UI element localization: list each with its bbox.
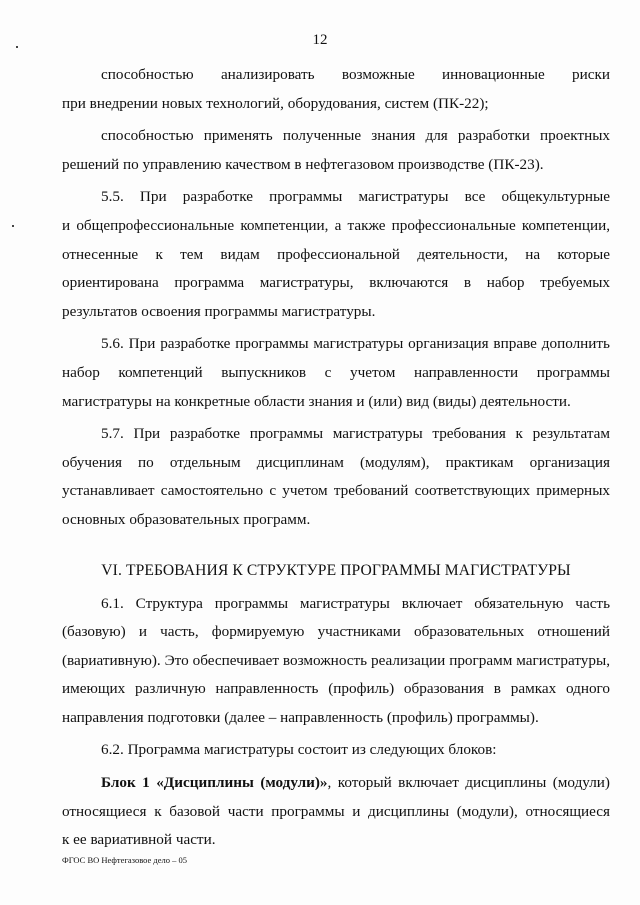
block1-line: относящиеся к базовой части программы и дисциплины (модули), относящиеся [62, 802, 610, 820]
block1-paragraph [62, 769, 610, 855]
text-line: 6.2. Программа магистратуры состоит из следующих блоков: [101, 741, 497, 759]
section-title: VI. ТРЕБОВАНИЯ К СТРУКТУРЕ ПРОГРАММЫ МАГИСТРАТУРЫ [101, 561, 571, 579]
text-line: решений по управлению качеством в нефтегазовом производстве (ПК-23). [62, 155, 544, 173]
text-line: имеющих различную направленность (профиль) образования в рамках одного [62, 680, 610, 698]
text-line: 6.1. Структура программы магистратуры включает обязательную часть [101, 594, 610, 612]
block1-line: к ее вариативной части. [62, 831, 216, 849]
text-line: направления подготовки (далее – направленность (профиль) программы). [62, 708, 539, 726]
text-line: при внедрении новых технологий, оборудования, систем (ПК-22); [62, 94, 489, 112]
competency-paragraphs [62, 61, 610, 535]
text-line: 5.6. При разработке программы магистратуры организация вправе дополнить [101, 335, 610, 353]
scan-mark [12, 225, 14, 227]
text-line: отнесенные к тем видам профессиональной деятельности, на которые [62, 245, 610, 263]
footer-text: ФГОС ВО Нефтегазовое дело – 05 [62, 855, 188, 865]
page-number: 12 [312, 32, 328, 48]
text-line: результатов освоения программы магистратуры. [62, 302, 376, 320]
paragraph [62, 590, 610, 733]
text-line: 5.5. При разработке программы магистратуры все общекультурные [101, 188, 610, 206]
block1-title: Блок 1 «Дисциплины (модули)» [101, 774, 328, 792]
paragraph [62, 122, 610, 179]
text-line: способностью анализировать возможные инновационные риски [101, 66, 610, 83]
document-body [62, 61, 610, 859]
text-line: набор компетенций выпускников с учетом направленности программы [62, 363, 610, 381]
text-line: устанавливает самостоятельно с учетом требований соответствующих примерных [62, 482, 610, 500]
text-line: (вариативную). Это обеспечивает возможность реализации программ магистратуры, [62, 651, 610, 669]
paragraph [62, 61, 610, 118]
text-line: ориентирована программа магистратуры, включаются в набор требуемых [62, 274, 610, 292]
paragraph [62, 736, 610, 765]
structure-paragraphs [62, 590, 610, 766]
text-line: и общепрофессиональные компетенции, а также профессиональные компетенции, [62, 216, 610, 234]
block1-text: , который включает дисциплины (модули) [327, 774, 610, 792]
paragraph [62, 420, 610, 534]
text-line: 5.7. При разработке программы магистратуры требования к результатам [101, 425, 610, 443]
text-line: магистратуры на конкретные области знания и (или) вид (виды) деятельности. [62, 392, 571, 410]
text-line: основных образовательных программ. [62, 510, 311, 528]
text-line: (базовую) и часть, формируемую участниками образовательных отношений [62, 623, 610, 641]
text-line: способностью применять полученные знания для разработки проектных [101, 127, 610, 145]
text-line: обучения по отдельным дисциплинам (модулям), практикам организация [62, 453, 610, 471]
paragraph [62, 183, 610, 326]
paragraph [62, 330, 610, 416]
